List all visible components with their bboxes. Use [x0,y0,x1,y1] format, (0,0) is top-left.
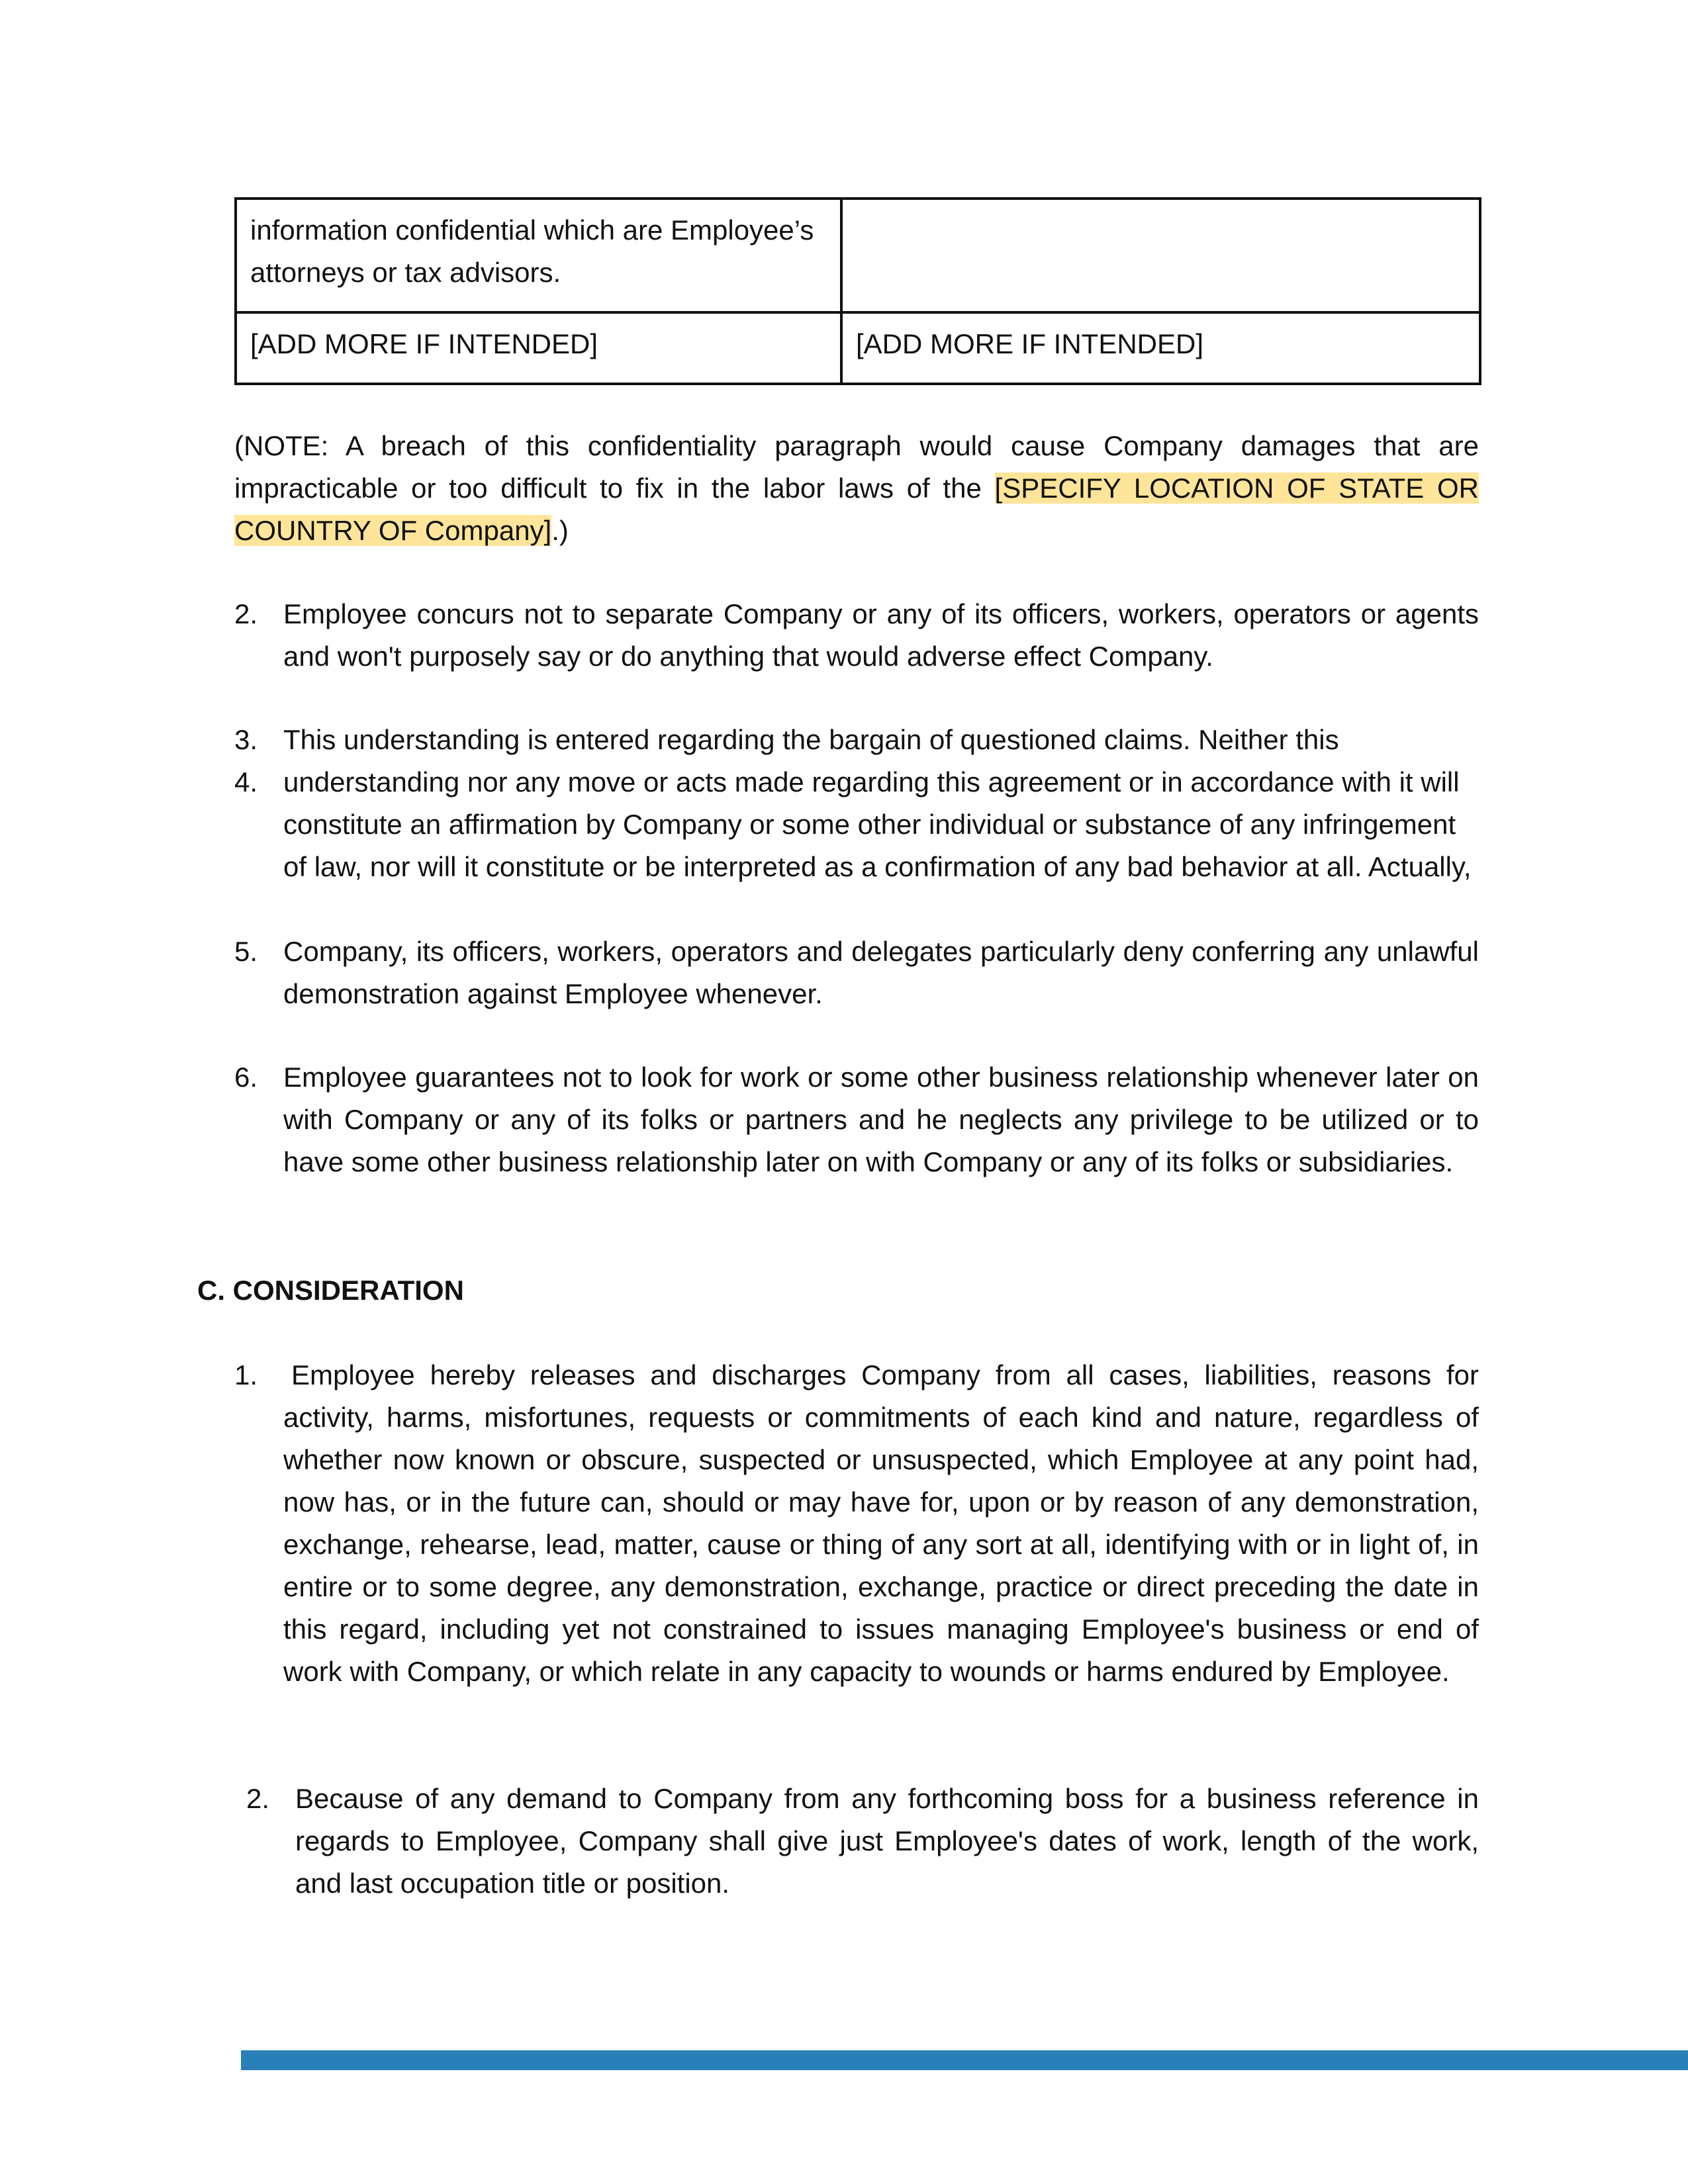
table-row [236,199,1480,312]
list-number: 2. [246,1783,270,1814]
note-text: (NOTE: A breach of this confidentiality paragraph would cause Company damages that are impracticable or too difficult to fix in the labor laws of the [234,430,1479,504]
list-number: 6. [234,1062,258,1093]
list-item: Company, its officers, workers, operators and delegates particularly deny conferring any unlawful demonstration against Employee whenever. [283,936,1479,1009]
list-item: understanding nor any move or acts made regarding this agreement or in accordance with it will constitute an affirmation by Company or some other individual or substance of any infringement of law, nor will it constitute or be interpreted as a confirmation of any bad behavior at all. Actually, [283,766,1472,882]
table-cell: [ADD MORE IF INTENDED] [236,312,841,384]
list-item: This understanding is entered regarding the bargain of questioned claims. Neither this [283,724,1339,755]
list-item: Employee guarantees not to look for work or some other business relationship whenever later on with Company or any of its folks or partners and he neglects any privilege to be utilized or to have some other business relationship later on with Company or any of its folks or subsidiaries. [283,1062,1479,1177]
table-cell: information confidential which are Employee’s attorneys or tax advisors. [236,199,841,312]
list-number: 4. [234,766,258,797]
list-number: 2. [234,598,258,629]
list-item: Employee hereby releases and discharges Company from all cases, liabilities, reasons for activity, harms, misfortunes, requests or commitments of each kind and nature, regardless of whether now known or obscure, suspected or unsuspected, which Employee at any point had, now has, or in the future can, should or may have for, upon or by reason of any demonstration, exchange, rehearse, lead, matter, cause or thing of any sort at all, identifying with or in light of, in entire or to some degree, any demonstration, exchange, practice or direct preceding the date in this regard, including yet not constrained to issues managing Employee's business or end of work with Company, or which relate in any capacity to wounds or harms endured by Employee. [283,1359,1479,1687]
list-number: 1. [234,1359,258,1390]
location-placeholder-highlight: [SPECIFY LOCATION OF STATE OR COUNTRY OF Company] [234,473,1479,546]
note-text-end: .) [551,515,569,546]
table-row [236,312,1480,384]
list-number: 5. [234,936,258,967]
table-cell [841,199,1480,312]
table-cell: [ADD MORE IF INTENDED] [841,312,1480,384]
list-item: Because of any demand to Company from any forthcoming boss for a business reference in regards to Employee, Company shall give just Employee's dates of work, length of the work, and last occupation title or position. [295,1783,1479,1899]
note-paragraph [234,425,1479,552]
list-number: 3. [234,724,258,755]
footer-accent-bar [241,2050,1688,2070]
list-item: Employee concurs not to separate Company or any of its officers, workers, operators or agents and won't purposely say or do anything that would adverse effect Company. [283,598,1479,672]
confidentiality-table [234,197,1481,385]
section-heading-consideration: C. CONSIDERATION [197,1275,464,1306]
